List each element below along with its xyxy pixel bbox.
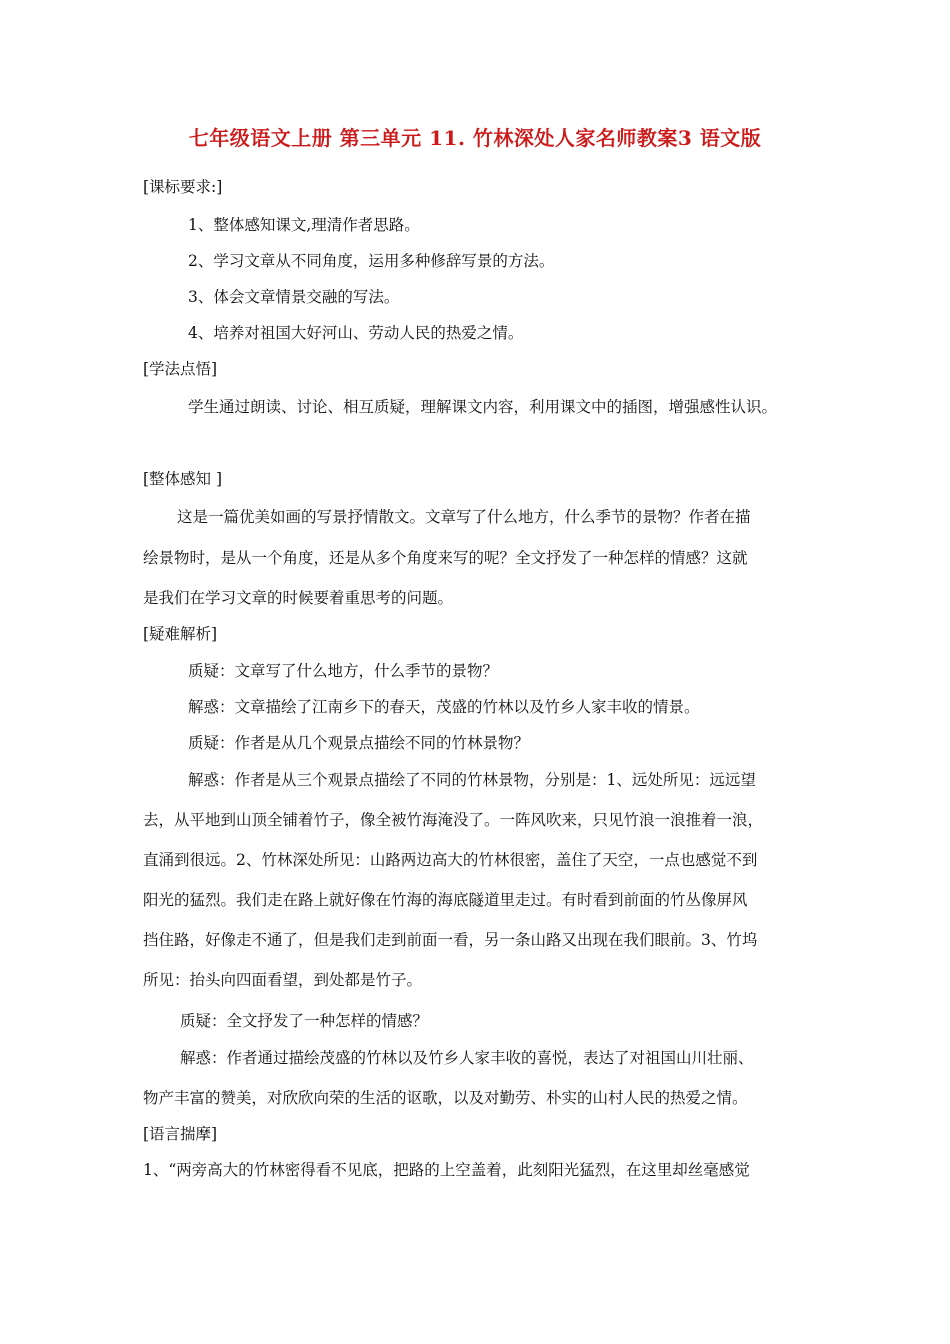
overview-line: 这是一篇优美如画的写景抒情散文。文章写了什么地方，什么季节的景物？作者在描 (177, 508, 751, 526)
curriculum-item: 3、体会文章情景交融的写法。 (188, 288, 400, 306)
section-heading-method: [学法点悟] (143, 360, 218, 378)
section-heading-analysis: [疑难解析] (143, 625, 218, 643)
answer-2-line: 阳光的猛烈。我们走在路上就好像在竹海的海底隧道里走过。有时看到前面的竹丛像屏风 (143, 891, 748, 909)
answer-3-line: 解惑：作者通过描绘茂盛的竹林以及竹乡人家丰收的喜悦，表达了对祖国山川壮丽、 (180, 1049, 754, 1067)
answer-2-line: 直涌到很远。2、竹林深处所见：山路两边高大的竹林很密，盖住了天空，一点也感觉不到 (143, 851, 758, 869)
section-heading-overview: [整体感知 ] (143, 470, 223, 488)
question-2: 质疑：作者是从几个观景点描绘不同的竹林景物？ (188, 734, 530, 752)
answer-2-line: 挡住路，好像走不通了，但是我们走到前面一看，另一条山路又出现在我们眼前。3、竹坞 (143, 931, 758, 949)
answer-2-line: 所见：抬头向四面看望，到处都是竹子。 (143, 971, 423, 989)
curriculum-item: 4、培养对祖国大好河山、劳动人民的热爱之情。 (188, 324, 524, 342)
answer-1: 解惑：文章描绘了江南乡下的春天，茂盛的竹林以及竹乡人家丰收的情景。 (188, 698, 700, 716)
question-1: 质疑：文章写了什么地方，什么季节的景物？ (188, 662, 499, 680)
document-title: 七年级语文上册 第三单元 11. 竹林深处人家名师教案3 语文版 (188, 126, 762, 150)
overview-line: 绘景物时，是从一个角度，还是从多个角度来写的呢？全文抒发了一种怎样的情感？这就 (143, 549, 748, 567)
method-text: 学生通过朗读、讨论、相互质疑，理解课文内容，利用课文中的插图，增强感性认识。 (188, 398, 778, 416)
answer-3-line: 物产丰富的赞美，对欣欣向荣的生活的讴歌，以及对勤劳、朴实的山村人民的热爱之情。 (143, 1089, 748, 1107)
overview-line: 是我们在学习文章的时候要着重思考的问题。 (143, 589, 454, 607)
section-heading-curriculum: [课标要求:] (143, 178, 223, 196)
answer-2-line: 解惑：作者是从三个观景点描绘了不同的竹林景物，分别是：1、远处所见：远远望 (188, 771, 756, 789)
section-heading-language: [语言揣摩] (143, 1125, 218, 1143)
curriculum-item: 2、学习文章从不同角度，运用多种修辞写景的方法。 (188, 252, 555, 270)
language-item-1: 1、“两旁高大的竹林密得看不见底，把路的上空盖着，此刻阳光猛烈，在这里却丝毫感觉 (143, 1161, 750, 1179)
question-3: 质疑：全文抒发了一种怎样的情感？ (180, 1012, 429, 1030)
curriculum-item: 1、整体感知课文,理清作者思路。 (188, 216, 420, 234)
answer-2-line: 去，从平地到山顶全铺着竹子，像全被竹海淹没了。一阵风吹来，只见竹浪一浪推着一浪， (143, 811, 764, 829)
